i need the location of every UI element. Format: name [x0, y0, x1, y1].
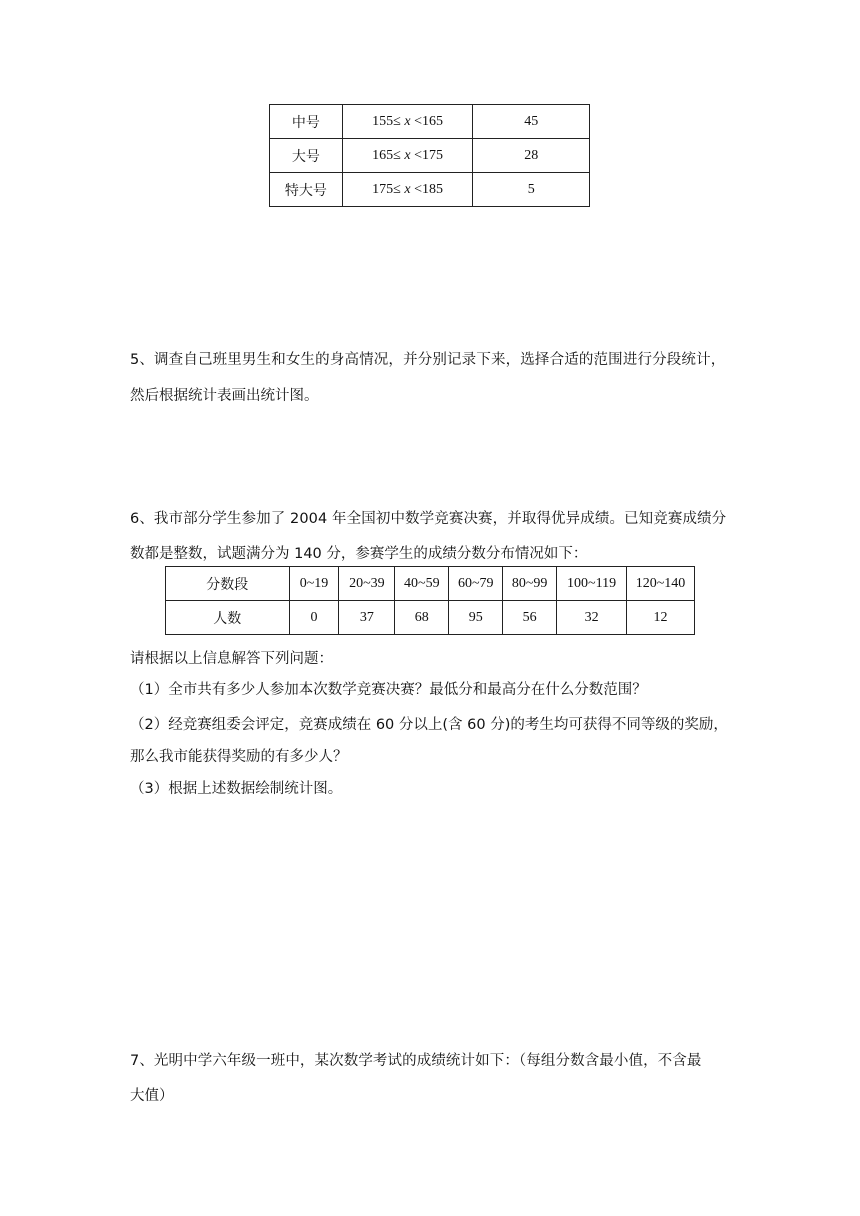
score-count-cell: 56 [503, 601, 557, 635]
score-count-label: 人数 [166, 601, 290, 635]
q6-line1: 6、我市部分学生参加了 2004 年全国初中数学竞赛决赛，并取得优异成绩。已知竞赛成绩分 [130, 511, 727, 527]
size-table-row [270, 105, 590, 139]
score-count-cell: 32 [557, 601, 627, 635]
score-range-cell: 40~59 [395, 567, 449, 601]
q6-sub2-line1: （2）经竞赛组委会评定，竞赛成绩在 60 分以上(含 60 分)的考生均可获得不同等级的奖励， [130, 717, 728, 733]
q6-sub2-line2: 那么我市能获得奖励的有多少人？ [130, 749, 348, 765]
score-header-label: 分数段 [166, 567, 290, 601]
q6-line2: 数都是整数，试题满分为 140 分，参赛学生的成绩分数分布情况如下： [130, 546, 588, 562]
size-name-cell: 中号 [270, 105, 343, 139]
score-count-cell: 0 [289, 601, 339, 635]
size-count-cell: 28 [473, 139, 590, 173]
size-table [269, 104, 590, 207]
score-range-cell: 80~99 [503, 567, 557, 601]
score-table [165, 566, 695, 635]
q7-line2: 大值） [130, 1088, 174, 1104]
score-count-cell: 12 [627, 601, 695, 635]
size-table-row [270, 139, 590, 173]
q6-intro: 请根据以上信息解答下列问题： [130, 651, 333, 667]
q5-line1: 5、调查自己班里男生和女生的身高情况，并分别记录下来，选择合适的范围进行分段统计， [130, 352, 726, 368]
score-count-cell: 68 [395, 601, 449, 635]
score-range-cell: 120~140 [627, 567, 695, 601]
size-name-cell: 特大号 [270, 173, 343, 207]
size-count-cell: 45 [473, 105, 590, 139]
score-range-cell: 0~19 [289, 567, 339, 601]
q7-line1: 7、光明中学六年级一班中，某次数学考试的成绩统计如下：（每组分数含最小值，不含最 [130, 1053, 702, 1069]
score-range-cell: 60~79 [449, 567, 503, 601]
size-range-cell: 175≤ x <185 [342, 173, 473, 207]
score-counts-row [166, 601, 695, 635]
score-range-cell: 100~119 [557, 567, 627, 601]
size-range-cell: 165≤ x <175 [342, 139, 473, 173]
q6-sub3: （3）根据上述数据绘制统计图。 [130, 781, 343, 797]
size-count-cell: 5 [473, 173, 590, 207]
size-range-cell: 155≤ x <165 [342, 105, 473, 139]
size-name-cell: 大号 [270, 139, 343, 173]
q5-line2: 然后根据统计表画出统计图。 [130, 388, 319, 404]
score-ranges-row [166, 567, 695, 601]
score-count-cell: 95 [449, 601, 503, 635]
size-table-row [270, 173, 590, 207]
score-count-cell: 37 [339, 601, 395, 635]
score-range-cell: 20~39 [339, 567, 395, 601]
q6-sub1: （1）全市共有多少人参加本次数学竞赛决赛？最低分和最高分在什么分数范围？ [130, 682, 647, 698]
